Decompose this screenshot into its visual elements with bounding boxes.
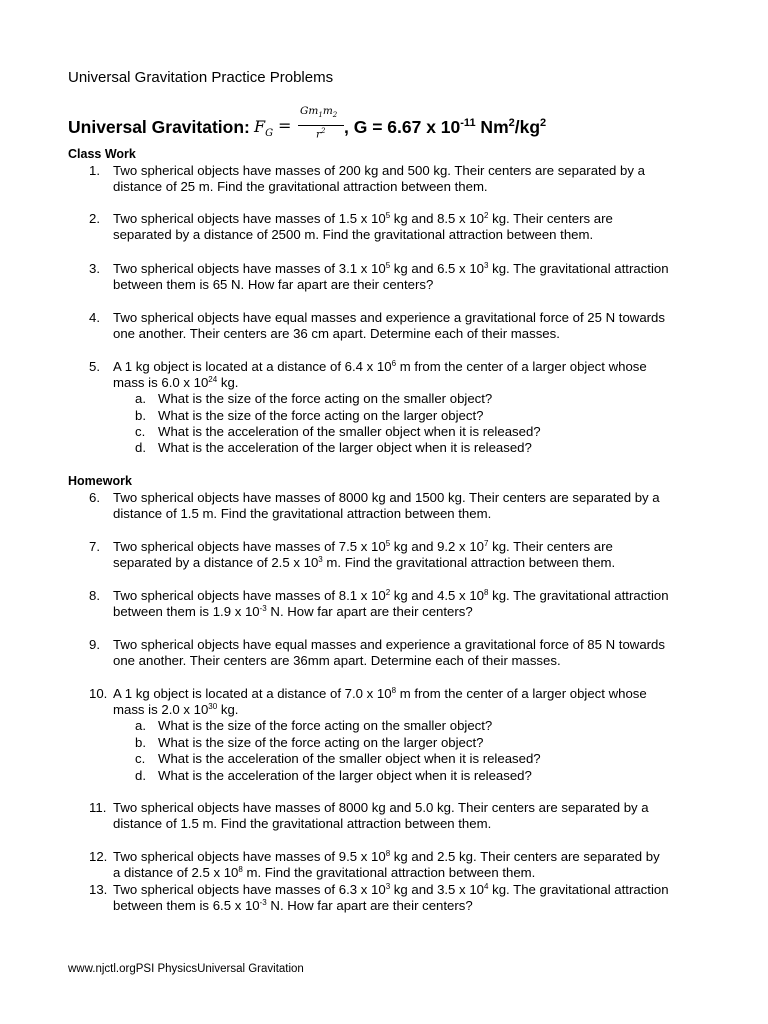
document-title: Universal Gravitation Practice Problems: [68, 69, 334, 86]
page-footer: www.njctl.orgPSI PhysicsUniversal Gravitation: [68, 963, 304, 975]
equation-numerator: $Gm_1m_2$: [300, 105, 338, 120]
problem-line: Two spherical objects have masses of 9.5 x $10^8$ kg and 2.5 kg. Their centers are separated by: [113, 849, 660, 864]
problem-9: [89, 637, 709, 669]
problem-12: [89, 849, 709, 881]
problem-number: 12.: [89, 849, 108, 864]
problem-11: [89, 800, 709, 832]
problem-number: 10.: [89, 686, 108, 701]
problem-line: mass is 6.0 x $10^{24}$ kg.: [113, 375, 239, 390]
subquestion-item: a. What is the size of the force acting on the smaller object?: [135, 718, 493, 733]
problem-10: [89, 686, 709, 718]
subquestion-item: c. What is the acceleration of the smaller object when it is released?: [135, 424, 541, 439]
subquestion-item: d. What is the acceleration of the larger object when it is released?: [135, 440, 532, 455]
problem-line: A 1 kg object is located at a distance of 6.4 x $10^6$ m from the center of a larger object whose: [113, 359, 647, 374]
gravitation-equation: [254, 105, 346, 147]
problem-number: 13.: [89, 882, 108, 897]
problem-line: Two spherical objects have equal masses and experience a gravitational force of 25 N towards: [113, 310, 665, 325]
problem-line: separated by a distance of 2500 m. Find the gravitational attraction between them.: [113, 227, 594, 242]
problem-number: 11.: [89, 800, 107, 815]
problem-line: Two spherical objects have masses of 8.1 x $10^2$ kg and 4.5 x $10^8$ kg. The gravitational attraction: [113, 588, 669, 603]
homework-heading: Homework: [68, 474, 132, 488]
formula-label: Universal Gravitation:: [68, 117, 250, 137]
problem-number: 3.: [89, 261, 100, 276]
problem-line: Two spherical objects have masses of 7.5 x $10^5$ kg and 9.2 x $10^7$ kg. Their centers are: [113, 539, 613, 554]
problem-line: separated by a distance of 2.5 x $10^3$ m. Find the gravitational attraction between them.: [113, 555, 616, 570]
gravitational-constant: , G = 6.67 x $10^{-11}$ $Nm^2/kg^2$: [344, 117, 547, 137]
problem-number: 1.: [89, 163, 100, 178]
problem-7: [89, 539, 709, 571]
problem-line: distance of 1.5 m. Find the gravitational attraction between them.: [113, 506, 492, 521]
problem-line: Two spherical objects have masses of 8000 kg and 5.0 kg. Their centers are separated by a: [113, 800, 649, 815]
problem-number: 7.: [89, 539, 100, 554]
problem-number: 9.: [89, 637, 100, 652]
problem-1: [89, 163, 709, 195]
problem-line: A 1 kg object is located at a distance of 7.0 x $10^8$ m from the center of a larger object whose: [113, 686, 647, 701]
problem-number: 6.: [89, 490, 100, 505]
subquestion-item: a. What is the size of the force acting on the smaller object?: [135, 391, 493, 406]
problem-3: [89, 261, 709, 293]
problem-line: between them is 6.5 x $10^{-3}$ N. How far apart are their centers?: [113, 898, 473, 913]
problem-line: distance of 1.5 m. Find the gravitational attraction between them.: [113, 816, 492, 831]
fraction-bar: [298, 125, 344, 126]
problem-line: Two spherical objects have masses of 8000 kg and 1500 kg. Their centers are separated by a: [113, 490, 660, 505]
problem-4: [89, 310, 709, 342]
subquestion-item: b. What is the size of the force acting on the larger object?: [135, 735, 484, 750]
problem-line: distance of 25 m. Find the gravitational attraction between them.: [113, 179, 488, 194]
problem-line: one another. Their centers are 36 cm apart. Determine each of their masses.: [113, 326, 560, 341]
problem-number: 5.: [89, 359, 100, 374]
problem-line: Two spherical objects have equal masses and experience a gravitational force of 85 N towards: [113, 637, 665, 652]
problem-line: Two spherical objects have masses of 200 kg and 500 kg. Their centers are separated by a: [113, 163, 645, 178]
problem-line: a distance of 2.5 x $10^8$ m. Find the gravitational attraction between them.: [113, 865, 536, 880]
subquestion-item: c. What is the acceleration of the smaller object when it is released?: [135, 751, 541, 766]
equals-sign: =: [278, 116, 292, 135]
classwork-heading: Class Work: [68, 147, 136, 161]
problem-8: [89, 588, 709, 620]
problem-5: [89, 359, 709, 391]
problem-line: mass is 2.0 x $10^{30}$ kg.: [113, 702, 239, 717]
problem-number: 2.: [89, 211, 100, 226]
problem-number: 4.: [89, 310, 100, 325]
problem-number: 8.: [89, 588, 100, 603]
force-symbol: $F_G$: [254, 117, 274, 140]
problem-line: between them is 65 N. How far apart are their centers?: [113, 277, 434, 292]
problem-line: Two spherical objects have masses of 6.3 x $10^3$ kg and 3.5 x $10^4$ kg. The gravitational attraction: [113, 882, 669, 897]
problem-line: between them is 1.9 x $10^{-3}$ N. How far apart are their centers?: [113, 604, 473, 619]
subquestion-item: d. What is the acceleration of the larger object when it is released?: [135, 768, 532, 783]
problem-6: [89, 490, 709, 522]
problem-line: one another. Their centers are 36mm apart. Determine each of their masses.: [113, 653, 561, 668]
problem-line: Two spherical objects have masses of 1.5 x $10^5$ kg and 8.5 x $10^2$ kg. Their centers are: [113, 211, 613, 226]
subquestion-item: b. What is the size of the force acting on the larger object?: [135, 408, 484, 423]
problem-2: [89, 211, 709, 243]
problem-line: Two spherical objects have masses of 3.1 x $10^5$ kg and 6.5 x $10^3$ kg. The gravitational attraction: [113, 261, 669, 276]
equation-denominator: $r^2$: [316, 127, 326, 141]
problem-13: [89, 882, 709, 914]
